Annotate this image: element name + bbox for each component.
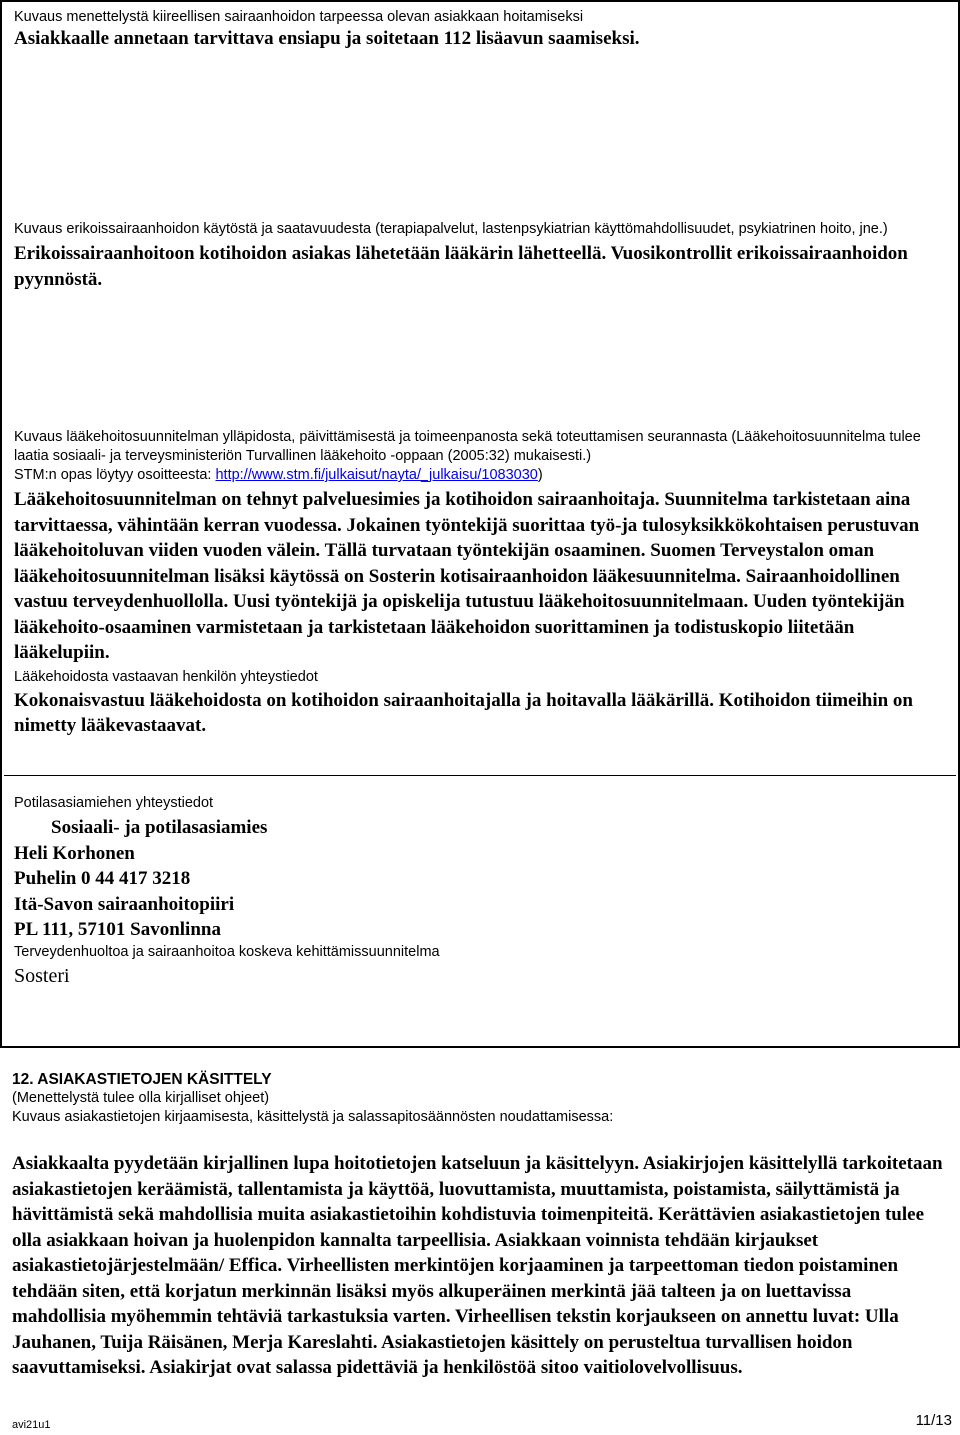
stm-guide-line [14,466,946,485]
page-number: 11/13 [915,1412,952,1429]
medication-label: Kuvaus lääkehoitosuunnitelman ylläpidosta, päivittämisestä ja toimeenpanosta sekä toteuttamisen seurannasta (Lääkehoitosuunnitelma tulee laatia sosiaali- ja terveysministeriön Turvallinen lääkehoito -oppaan (2005:32) mukaisesti.) [14,429,921,464]
section-12 [12,1071,948,1381]
medication-section [14,428,946,739]
ombudsman-address: PL 111, 57101 Savonlinna [14,919,221,940]
ombudsman-title: Sosiaali- ja potilasasiamies [51,817,268,838]
stm-guide-link[interactable]: http://www.stm.fi/julkaisut/nayta/_julkaisu/1083030 [215,467,538,483]
ombudsman-name: Heli Korhonen [14,842,135,864]
stm-guide-prefix: STM:n opas löytyy osoitteesta: [14,467,216,483]
contact-answer: Kokonaisvastuu lääkehoidosta on kotihoidon sairaanhoitajalla ja hoitavalla lääkärillä. Kotihoidon tiimeihin on nimetty lääkevastaavat. [14,689,913,736]
specialist-label: Kuvaus erikoissairaanhoidon käytöstä ja saatavuudesta (terapiapalvelut, lastenpsykiatrian käyttömahdollisuudet, psykiatrinen hoito, jne.) [14,221,888,237]
section-12-heading: 12. ASIAKASTIETOJEN KÄSITTELY [12,1071,272,1088]
section-12-subheading: (Menettelystä tulee olla kirjalliset ohjeet) [12,1090,270,1106]
development-label: Terveydenhuoltoa ja sairaanhoitoa koskeva kehittämissuunnitelma [14,943,440,960]
ombudsman-phone: Puhelin 0 44 417 3218 [14,868,191,889]
section-12-label: Kuvaus asiakastietojen kirjaamisesta, käsittelystä ja salassapitosäännösten noudattamisessa: [12,1109,614,1125]
development-answer: Sosteri [14,964,70,987]
emergency-label: Kuvaus menettelystä kiireellisen sairaanhoidon tarpeessa olevan asiakkaan hoitamiseksi [14,9,584,25]
emergency-answer: Asiakkaalle annetaan tarvittava ensiapu ja soitetaan 112 lisäavun saamiseksi. [14,28,640,49]
stm-guide-suffix: ) [537,467,543,483]
medication-answer: Lääkehoitosuunnitelman on tehnyt palveluesimies ja kotihoidon sairaanhoitaja. Suunnitelma tarkistetaan aina tarvittaessa, vähintään kerran vuodessa. Jokainen työntekijä suorittaa työ-ja tulosyksikkökohtaisen perustuvan lääkehoitoluvan viiden vuoden välein. Tällä turvataan työntekijän osaaminen. Suomen Terveystalon oman lääkehoitosuunnitelman lisäksi käytössä on Sosterin kotisairaanhoidon lääkesuunnitelma. Sairaanhoidollinen vastuu terveydenhuollolla. Uusi työntekijä ja opiskelija tutustuu lääkehoitosuunnitelmaan. Uuden työntekijän lääkehoito-osaaminen varmistetaan ja tarkistetaan lääkehoidon suorittaminen ja todistuskopio liitetään lääkelupiin. [14,489,920,663]
ombudsman-label: Potilasasiamiehen yhteystiedot [14,795,214,811]
emergency-section [14,8,946,52]
footer-code: avi21u1 [12,1419,51,1431]
section-divider [4,775,956,776]
specialist-answer: Erikoissairaanhoitoon kotihoidon asiakas lähetetään lääkärin lähetteellä. Vuosikontrollit erikoissairaanhoidon pyynnöstä. [14,243,908,290]
ombudsman-section [14,794,946,989]
specialist-section [14,219,946,292]
section-12-answer: Asiakkaalta pyydetään kirjallinen lupa hoitotietojen katseluun ja käsittelyyn. Asiakirjojen käsittelyllä tarkoitetaan asiakastietojen keräämistä, tallentamista ja käyttöä, luovuttamista, muuttamista, poistamista, säilyttämistä ja hävittämistä sekä mahdollisia muita asiakastietoihin kohdistuvia toimenpiteitä. Kerättävien asiakastietojen tulee olla asiakkaan hoivan ja huolenpidon kannalta tarpeellisia. Asiakkaan voinnista tehdään kirjaukset asiakastietojärjestelmään/ Effica. Virheellisten merkintöjen korjaaminen ja tarpeettoman tiedon poistaminen tehdään siten, että korjatun merkinnän lisäksi myös alkuperäinen merkintä jää talteen ja on luettavissa mahdollisia myöhemmin tehtäviä tarkastuksia varten. Virheellisen tekstin korjaukseen on annettu luvat: Ulla Jauhanen, Tuija Räisänen, Merja Kareslahti. Asiakastietojen käsittely on perusteltua turvallisen hoidon saavuttamiseksi. Asiakirjat ovat salassa pidettäviä ja henkilöstöä sitoo vaitiolovelvollisuus. [12,1153,943,1378]
ombudsman-org: Itä-Savon sairaanhoitopiiri [14,893,235,915]
contact-label: Lääkehoidosta vastaavan henkilön yhteystiedot [14,668,318,685]
